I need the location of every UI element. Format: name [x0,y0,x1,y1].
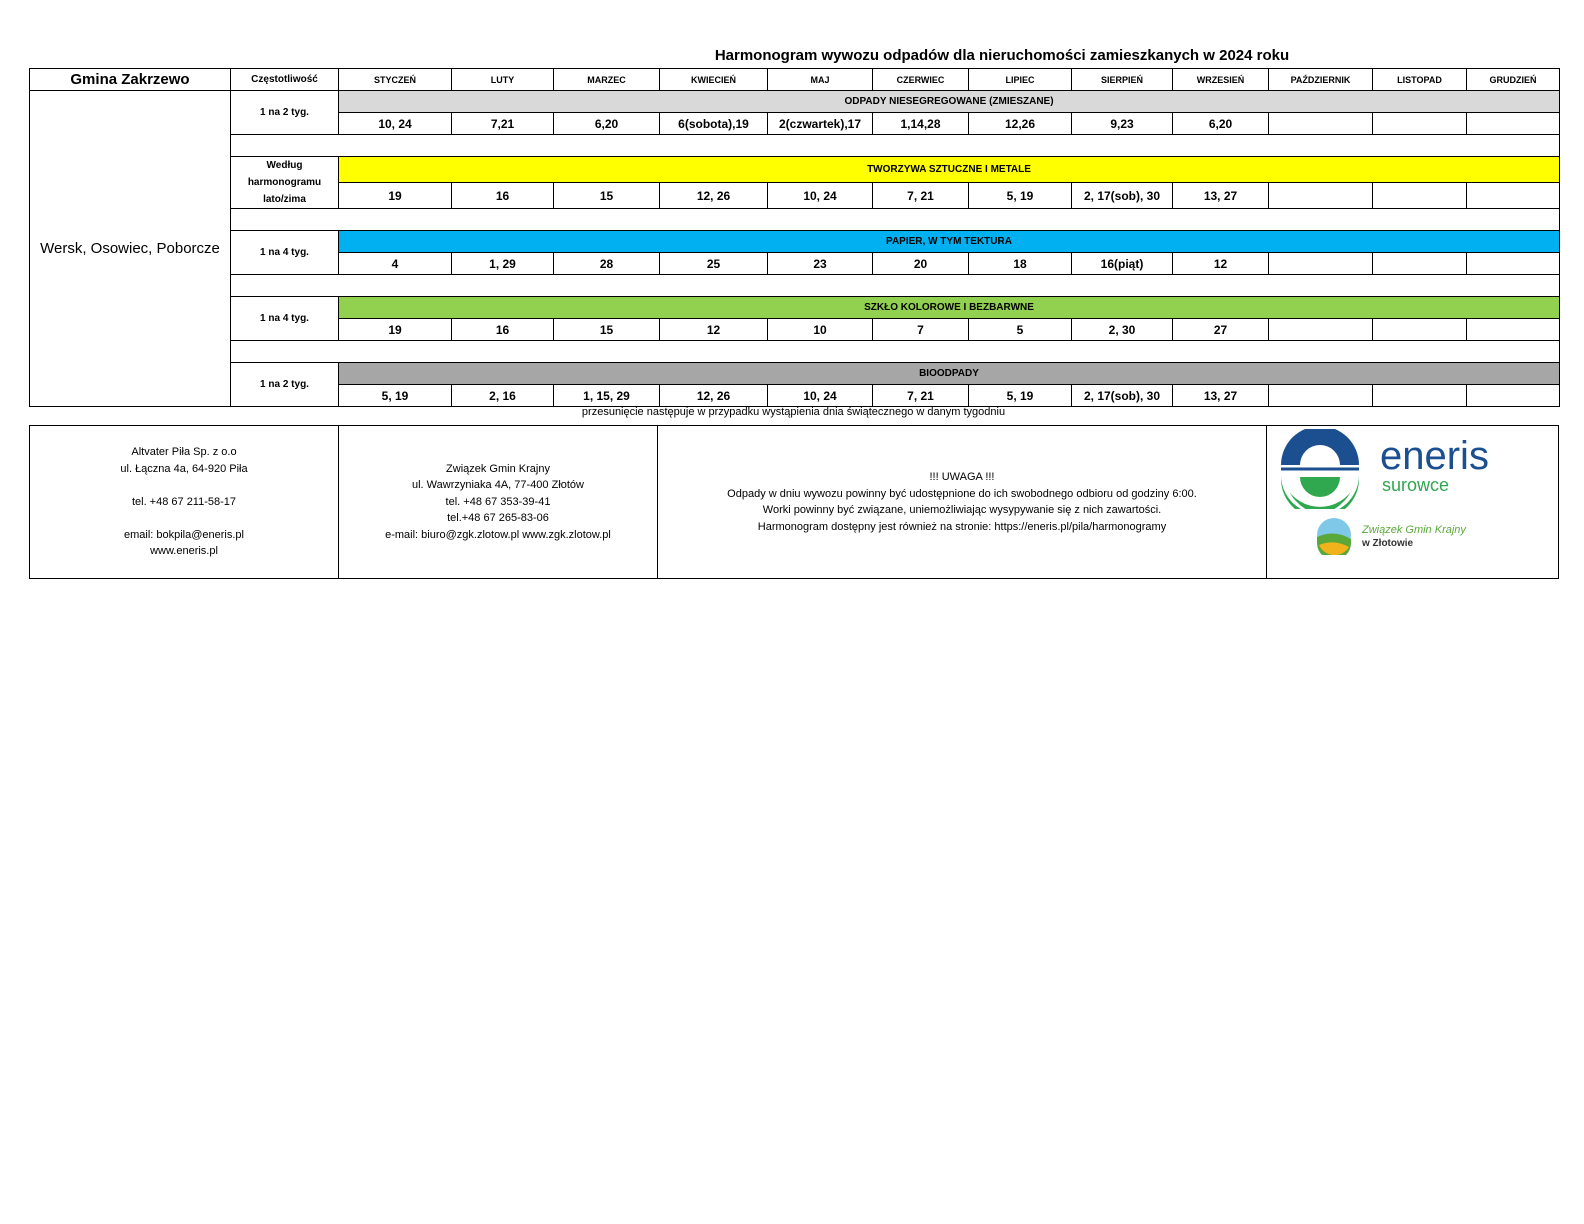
zgk-logo [1316,515,1496,555]
date-cell [1467,113,1560,135]
date-cell: 19 [339,183,452,209]
frequency-cell: 1 na 4 tyg. [231,297,339,341]
spacer-cell [231,209,1560,231]
holiday-note: przesunięcie następuje w przypadku wystąpienia dnia świątecznego w danym tygodniu [581,406,1006,418]
union-line: ul. Wawrzyniaka 4A, 77-400 Złotów [412,479,584,492]
month-header: KWIECIEŃ [660,69,768,91]
company-line: ul. Łączna 4a, 64-920 Piła [120,462,248,475]
warning-line: !!! UWAGA !!! [929,471,995,483]
area-name: Wersk, Osowiec, Poborcze [30,91,231,407]
date-cell [1373,253,1467,275]
date-cell [1269,183,1373,209]
date-cell [1269,113,1373,135]
date-cell: 10, 24 [339,113,452,135]
date-cell: 25 [660,253,768,275]
date-cell: 7, 21 [873,183,969,209]
date-cell [1467,385,1560,407]
date-cell: 5, 19 [339,385,452,407]
spacer-cell [231,275,1560,297]
spacer-cell [231,135,1560,157]
spacer-row [30,341,1560,363]
date-cell [1269,253,1373,275]
date-cell: 20 [873,253,969,275]
date-cell: 2, 16 [452,385,554,407]
month-header: MAJ [768,69,873,91]
company-line: tel. +48 67 211-58-17 [131,495,237,508]
date-cell: 1, 15, 29 [554,385,660,407]
category-row [30,363,1560,385]
date-cell: 28 [554,253,660,275]
category-label: SZKŁO KOLOROWE I BEZBARWNE [339,297,1560,319]
company-line [31,510,337,527]
spacer-cell [231,341,1560,363]
frequency-cell: Według harmonogramu lato/zima [231,157,339,209]
date-cell: 6,20 [554,113,660,135]
date-cell: 16 [452,183,554,209]
category-row [30,297,1560,319]
footer-table [29,425,1559,579]
union-contact [339,426,658,579]
month-header: GRUDZIEŃ [1467,69,1560,91]
date-cell: 13, 27 [1173,385,1269,407]
date-cell: 4 [339,253,452,275]
month-header: PAŹDZIERNIK [1269,69,1373,91]
date-cell: 12, 26 [660,385,768,407]
spacer-row [30,135,1560,157]
date-cell [1467,183,1560,209]
date-cell: 5, 19 [969,183,1072,209]
date-cell: 1,14,28 [873,113,969,135]
date-cell: 12 [660,319,768,341]
date-cell: 2, 17(sob), 30 [1072,183,1173,209]
date-cell [1373,385,1467,407]
date-cell: 12,26 [969,113,1072,135]
date-cell: 10, 24 [768,385,873,407]
date-cell: 18 [969,253,1072,275]
frequency-header: Częstotliwość [231,69,339,91]
spacer-row [30,275,1560,297]
category-row [30,157,1560,183]
category-row [30,91,1560,113]
gmina-header: Gmina Zakrzewo [30,69,231,91]
month-header: LUTY [452,69,554,91]
date-cell: 19 [339,319,452,341]
date-cell: 23 [768,253,873,275]
union-line: tel. +48 67 353-39-41 [445,495,551,508]
zgk-l1-text: Związek Gmin Krajny [1362,524,1466,536]
date-cell [1373,113,1467,135]
category-row [30,231,1560,253]
eneris-word-text: eneris [1380,434,1489,478]
company-line: Altvater Piła Sp. z o.o [131,446,237,459]
category-label: TWORZYWA SZTUCZNE I METALE [339,157,1560,183]
month-header: STYCZEŃ [339,69,452,91]
date-cell: 10, 24 [768,183,873,209]
month-header: LIPIEC [969,69,1072,91]
month-header: LISTOPAD [1373,69,1467,91]
date-cell [1467,253,1560,275]
month-header: MARZEC [554,69,660,91]
category-label: PAPIER, W TYM TEKTURA [339,231,1560,253]
date-cell: 15 [554,319,660,341]
date-cell: 7 [873,319,969,341]
date-cell: 27 [1173,319,1269,341]
company-line: www.eneris.pl [150,545,218,558]
date-cell: 6,20 [1173,113,1269,135]
frequency-cell: 1 na 2 tyg. [231,363,339,407]
eneris-logo [1280,429,1520,509]
date-cell: 6(sobota),19 [660,113,768,135]
date-cell: 1, 29 [452,253,554,275]
warning-line: Worki powinny być związane, uniemożliwiając wysypywanie się z nich zawartości. [762,504,1162,516]
category-label: BIOODPADY [339,363,1560,385]
category-label: ODPADY NIESEGREGOWANE (ZMIESZANE) [339,91,1560,113]
date-cell: 5 [969,319,1072,341]
zgk-l2-text: w Złotowie [1362,538,1414,549]
frequency-cell: 1 na 2 tyg. [231,91,339,135]
date-cell [1373,183,1467,209]
frequency-cell: 1 na 4 tyg. [231,231,339,275]
date-cell [1269,319,1373,341]
month-header: CZERWIEC [873,69,969,91]
schedule-table [29,68,1560,407]
date-cell: 15 [554,183,660,209]
date-cell: 2, 30 [1072,319,1173,341]
month-header: WRZESIEŃ [1173,69,1269,91]
spacer-row [30,209,1560,231]
union-line: e-mail: biuro@zgk.zlotow.pl www.zgk.zlotow.pl [385,528,611,541]
date-cell: 5, 19 [969,385,1072,407]
date-cell: 12, 26 [660,183,768,209]
date-cell: 10 [768,319,873,341]
date-cell [1269,385,1373,407]
union-line: Związek Gmin Krajny [446,462,550,475]
logos-cell [1267,426,1559,579]
date-cell: 7, 21 [873,385,969,407]
warning-line: Harmonogram dostępny jest również na stronie: https://eneris.pl/pila/harmonogramy [757,520,1167,533]
date-cell: 2(czwartek),17 [768,113,873,135]
company-contact [30,426,339,579]
warning-line: Odpady w dniu wywozu powinny być udostępnione do ich swobodnego odbioru od godziny 6:00. [727,487,1197,500]
date-cell: 2, 17(sob), 30 [1072,385,1173,407]
header-row [30,69,1560,91]
eneris-sub-text: surowce [1382,475,1450,495]
date-cell: 9,23 [1072,113,1173,135]
page-title: Harmonogram wywozu odpadów dla nieruchomości zamieszkanych w 2024 roku [714,47,1290,64]
warning-box [658,426,1267,579]
company-line: email: bokpila@eneris.pl [123,528,244,541]
month-header: SIERPIEŃ [1072,69,1173,91]
date-cell: 16 [452,319,554,341]
date-cell: 16(piąt) [1072,253,1173,275]
company-line [31,477,337,494]
union-line: tel.+48 67 265-83-06 [447,512,549,525]
date-cell [1373,319,1467,341]
date-cell: 12 [1173,253,1269,275]
date-cell: 13, 27 [1173,183,1269,209]
date-cell: 7,21 [452,113,554,135]
date-cell [1467,319,1560,341]
